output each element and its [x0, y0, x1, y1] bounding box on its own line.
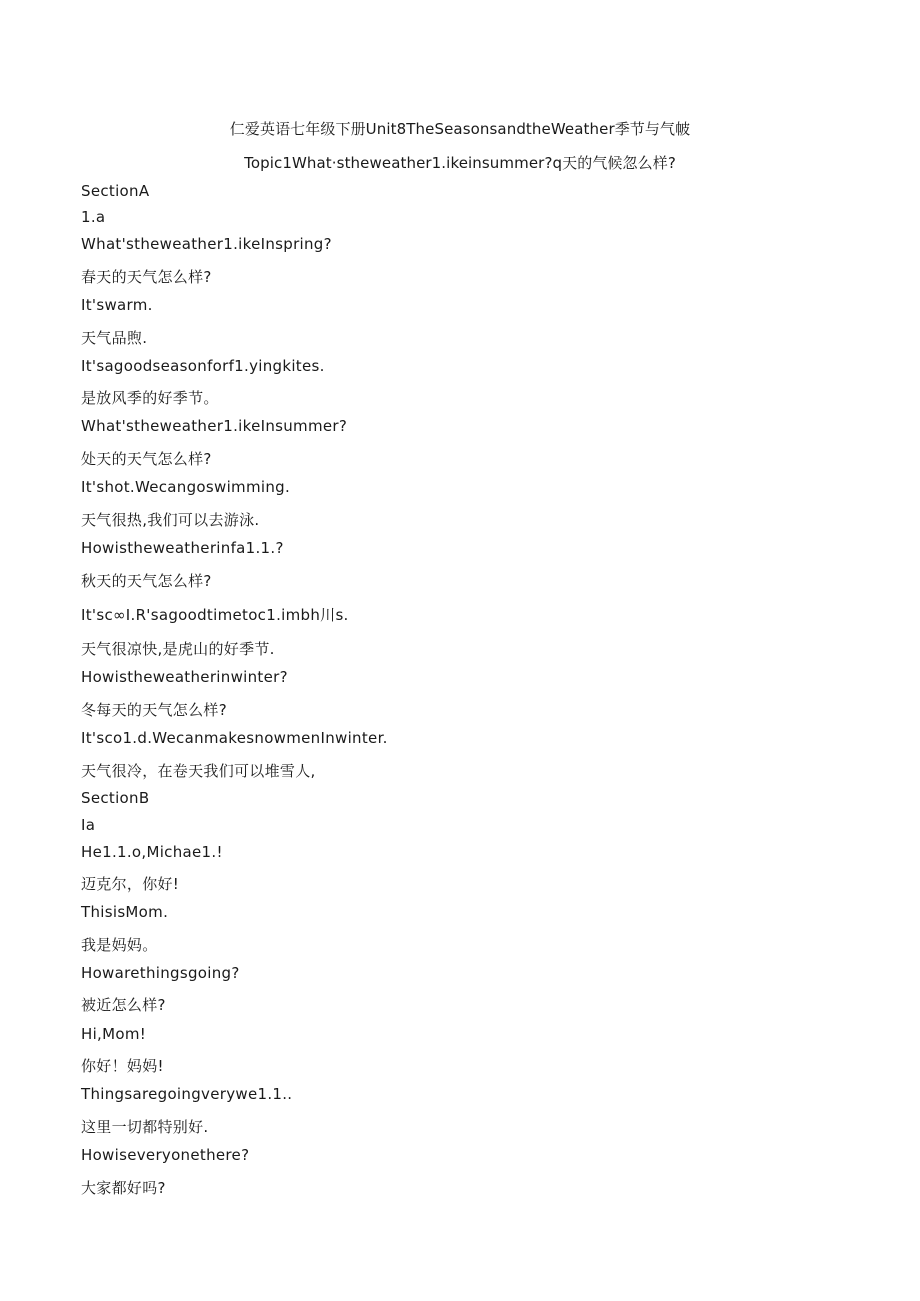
exercise-label: Ia — [81, 816, 96, 834]
text-line: Howarethingsgoing? — [81, 964, 240, 982]
text-line: 春天的天气怎么样? — [81, 268, 212, 286]
text-line: It'sc∞I.R'sagoodtimetoc1.imbh川s. — [81, 606, 349, 624]
document-subtitle: Topic1What·stheweather1.ikeinsummer?q天的气候忽么样? — [244, 154, 676, 172]
text-line: Thingsaregoingverywe1.1.. — [81, 1085, 293, 1103]
text-line: Howiseveryonethere? — [81, 1146, 250, 1164]
text-line: It'swarm. — [81, 296, 153, 314]
text-line: 秋天的天气怎么样? — [81, 572, 212, 590]
text-line: 我是妈妈。 — [81, 936, 158, 954]
section-heading: SectionB — [81, 789, 150, 807]
text-line: 天气很凉快,是虎山的好季节. — [81, 640, 275, 658]
exercise-label: 1.a — [81, 208, 106, 226]
text-line: Howistheweatherinwinter? — [81, 668, 288, 686]
text-line: 是放风季的好季节。 — [81, 389, 219, 407]
text-line: 你好！妈妈! — [81, 1057, 164, 1075]
text-line: 天气很冷，在卷天我们可以堆雪人, — [81, 762, 316, 780]
text-line: It'sagoodseasonforf1.yingkites. — [81, 357, 325, 375]
text-line: What'stheweather1.ikeInsummer? — [81, 417, 348, 435]
text-line: Hi,Mom! — [81, 1025, 147, 1043]
text-line: 这里一切都特别好. — [81, 1118, 209, 1136]
text-line: 天气品煦. — [81, 329, 148, 347]
text-line: It'shot.Wecangoswimming. — [81, 478, 291, 496]
text-line: It'sco1.d.WecanmakesnowmenInwinter. — [81, 729, 388, 747]
text-line: Howistheweatherinfa1.1.? — [81, 539, 284, 557]
text-line: 冬每天的天气怎么样? — [81, 701, 227, 719]
text-line: What'stheweather1.ikeInspring? — [81, 235, 332, 253]
document-title: 仁爱英语七年级下册Unit8TheSeasonsandtheWeather季节与气帔 — [229, 120, 691, 138]
section-heading: SectionA — [81, 182, 150, 200]
text-line: 处天的天气怎么样? — [81, 450, 212, 468]
text-line: 迈克尔，你好! — [81, 875, 180, 893]
text-line: 被近怎么样? — [81, 996, 166, 1014]
text-line: ThisisMom. — [81, 903, 169, 921]
text-line: 大家都好吗? — [81, 1179, 166, 1197]
text-line: 天气很热,我们可以去游泳. — [81, 511, 260, 529]
text-line: He1.1.o,Michae1.! — [81, 843, 223, 861]
